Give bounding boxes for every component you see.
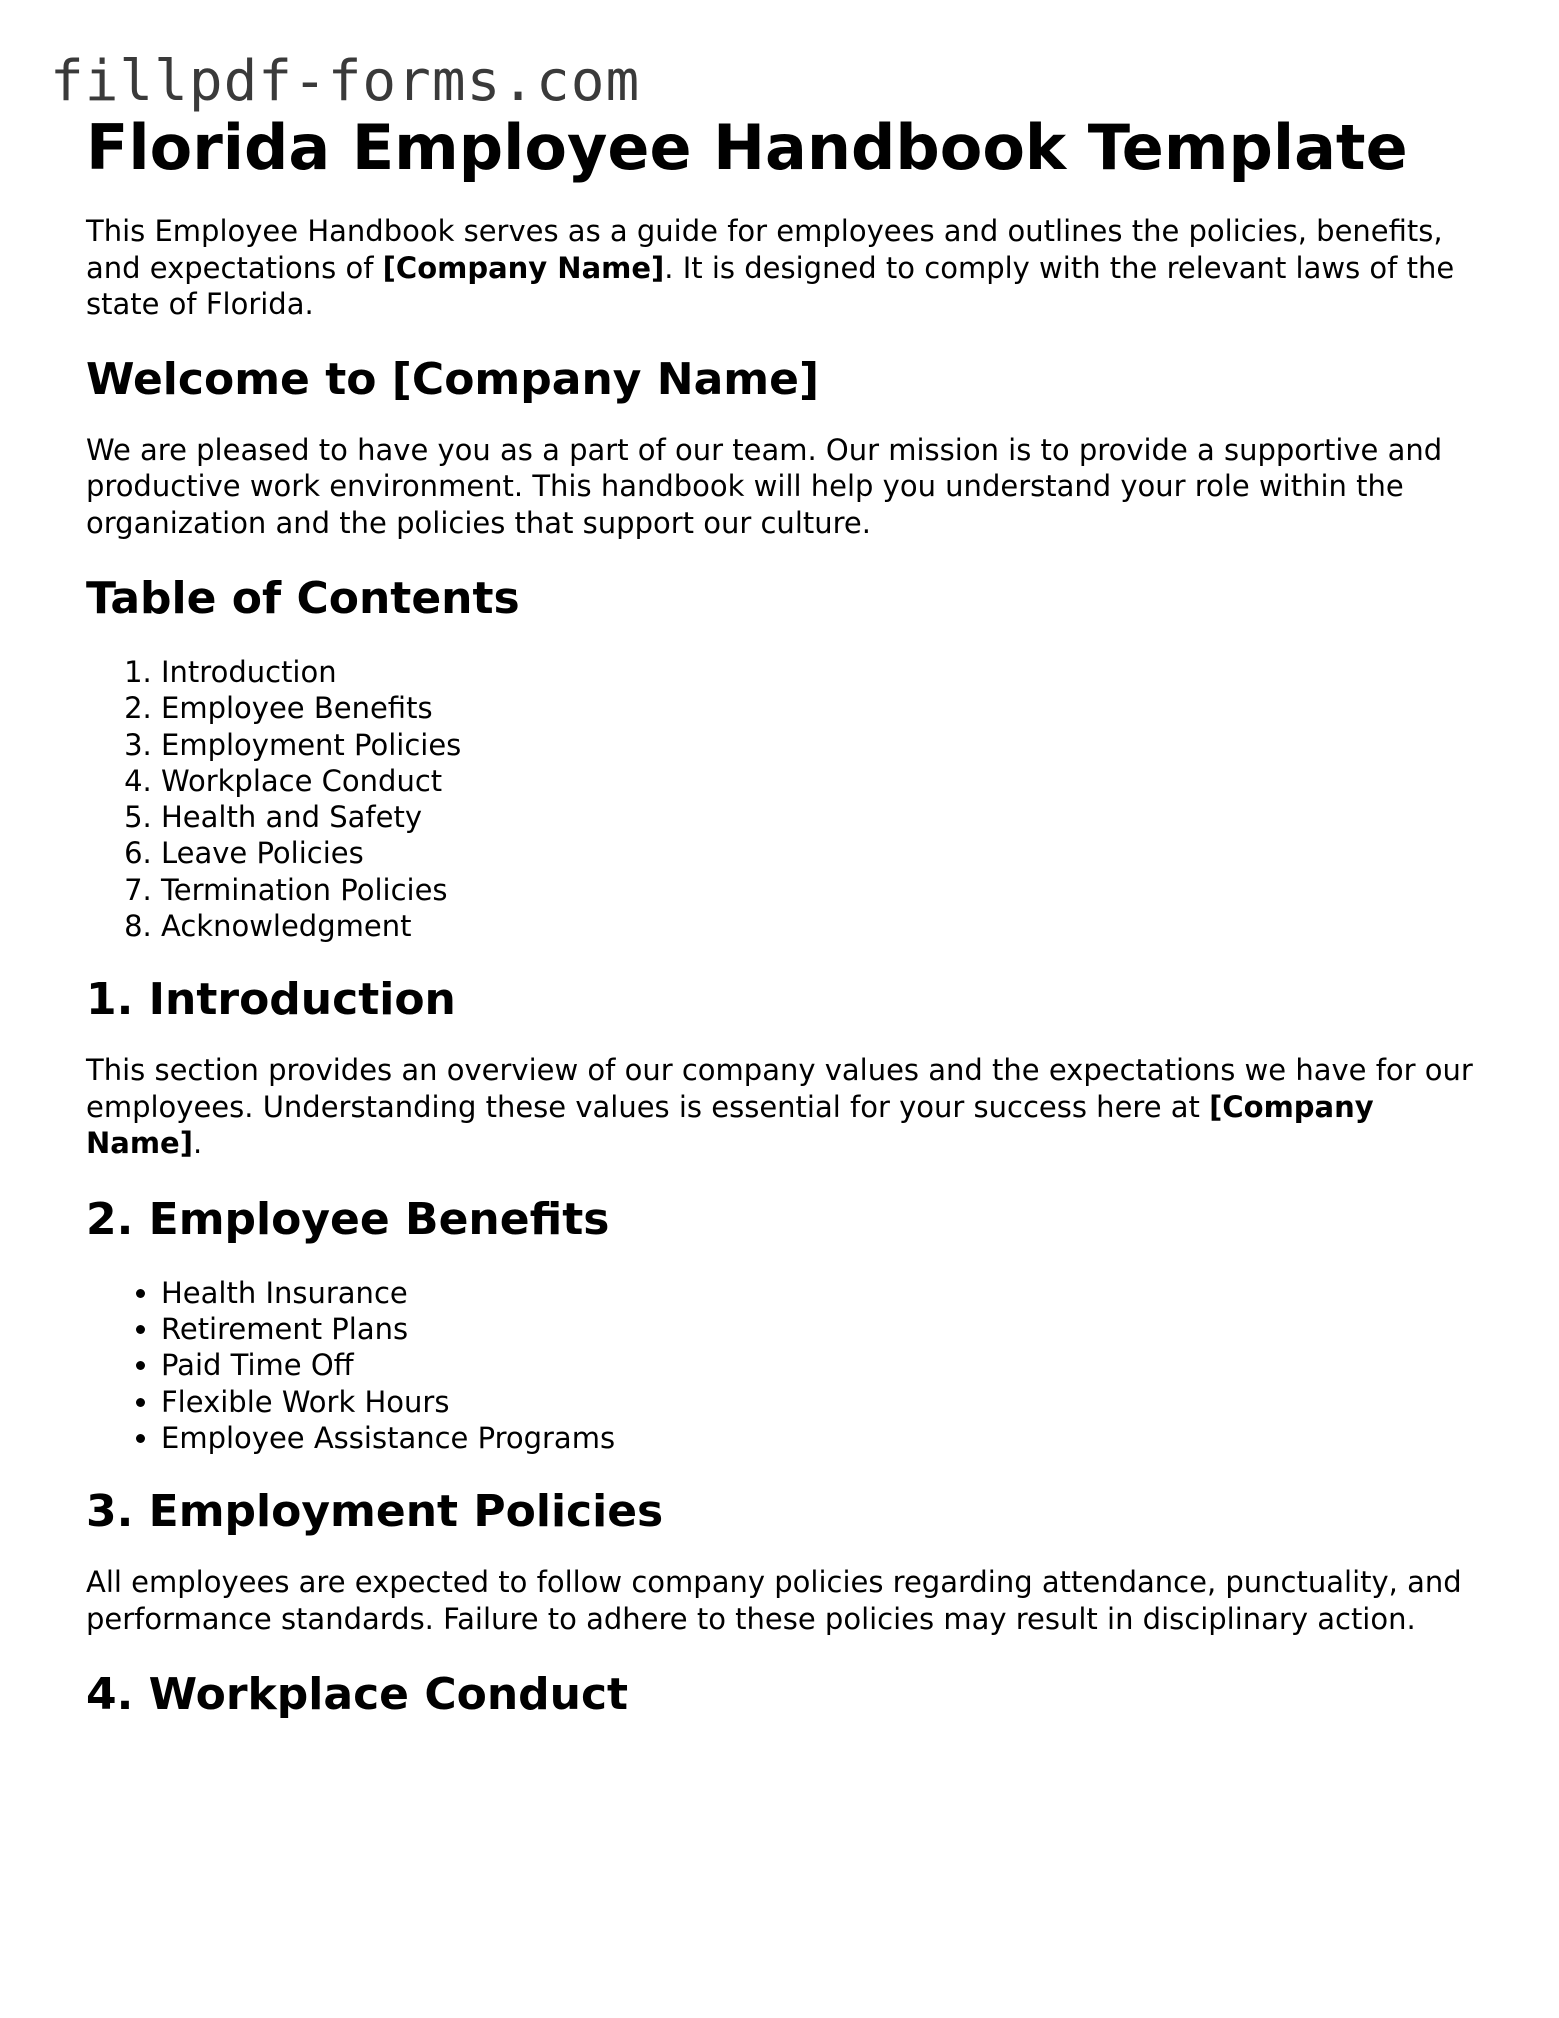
watermark: fillpdf-forms.com xyxy=(50,49,641,114)
document-page xyxy=(86,108,1486,1725)
toc-item: 2. Employee Benefits xyxy=(161,690,1486,726)
introduction-text-before: This section provides an overview of our company values and the expectations we have for our employees. Understanding these values is essential for your success here at xyxy=(86,1053,1473,1124)
toc-list xyxy=(86,654,1486,944)
benefit-item: • Flexible Work Hours xyxy=(161,1384,1486,1420)
introduction-heading: 1. Introduction xyxy=(86,974,456,1026)
policies-heading: 3. Employment Policies xyxy=(86,1486,664,1538)
welcome-heading: Welcome to [Company Name] xyxy=(86,353,820,405)
benefit-item: • Retirement Plans xyxy=(161,1311,1486,1347)
intro-text-after: . It is designed to comply with the relevant laws of the state of Florida. xyxy=(86,250,1455,321)
introduction-paragraph xyxy=(86,1052,1486,1162)
intro-company-name: [Company Name] xyxy=(382,250,665,285)
benefit-item: • Employee Assistance Programs xyxy=(161,1420,1486,1456)
introduction-text-after: . xyxy=(192,1126,203,1161)
conduct-heading: 4. Workplace Conduct xyxy=(86,1669,629,1721)
toc-heading: Table of Contents xyxy=(86,573,520,624)
toc-item: 3. Employment Policies xyxy=(161,727,1486,763)
toc-item: 1. Introduction xyxy=(161,654,1486,690)
intro-text-before: This Employee Handbook serves as a guide for employees and outlines the policies, benefits, and expectations of xyxy=(86,214,1443,285)
intro-paragraph xyxy=(86,213,1486,323)
toc-item: 7. Termination Policies xyxy=(161,872,1486,908)
welcome-paragraph: We are pleased to have you as a part of our team. Our mission is to provide a supportive and productive work environment. This handbook will help you understand your role within the organization and the policies that support our culture. xyxy=(86,432,1443,540)
benefit-item: • Paid Time Off xyxy=(161,1347,1486,1383)
policies-paragraph: All employees are expected to follow company policies regarding attendance, punctuality, and performance standards. Failure to adhere to these policies may result in disciplinary action. xyxy=(86,1565,1462,1636)
benefits-heading: 2. Employee Benefits xyxy=(86,1193,610,1245)
toc-item: 5. Health and Safety xyxy=(161,799,1486,835)
benefits-list xyxy=(86,1275,1486,1456)
introduction-company-name: [Company Name] xyxy=(86,1089,1374,1161)
toc-item: 4. Workplace Conduct xyxy=(161,763,1486,799)
toc-item: 8. Acknowledgment xyxy=(161,908,1486,944)
toc-item: 6. Leave Policies xyxy=(161,835,1486,871)
benefit-item: • Health Insurance xyxy=(161,1275,1486,1311)
document-title: Florida Employee Handbook Template xyxy=(86,111,1408,184)
